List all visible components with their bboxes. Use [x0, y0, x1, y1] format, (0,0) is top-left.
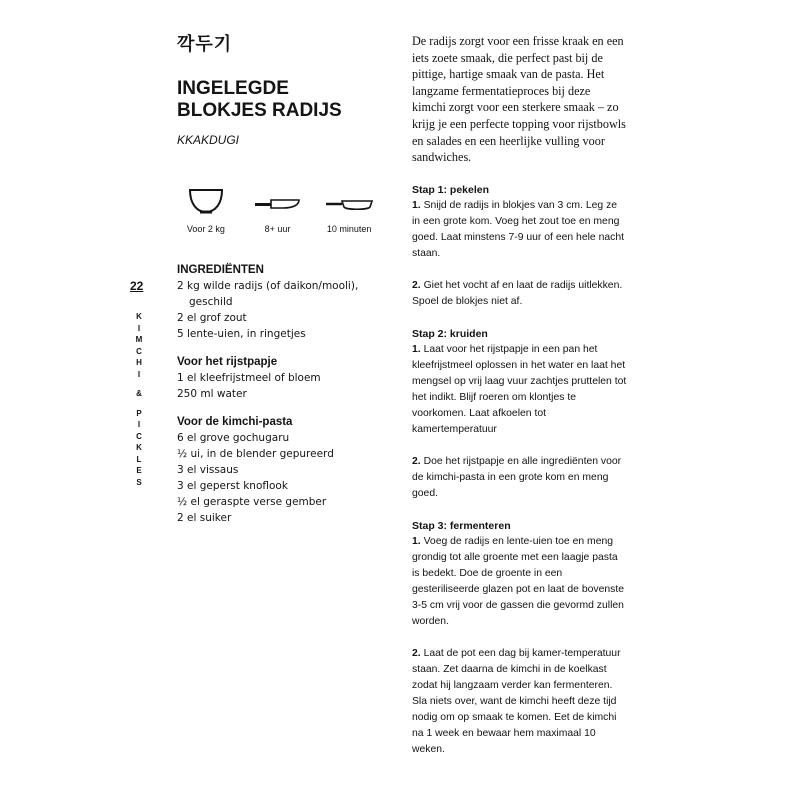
- section-letter: I: [137, 369, 141, 379]
- section-letter: I: [137, 420, 141, 429]
- recipe-info-icons: [170, 186, 385, 234]
- recipe-title: INGELEGDE BLOKJES RADIJS: [177, 78, 342, 121]
- ingredient-item: ½ ui, in de blender gepureerd: [177, 448, 334, 460]
- step-heading: Stap 3: fermenteren: [412, 519, 511, 532]
- ingredient-item: 3 el geperst knoflook: [177, 480, 288, 492]
- section-letter: M: [135, 335, 143, 344]
- step-paragraph: [412, 198, 627, 262]
- ingredient-item: ½ el geraspte verse gember: [177, 496, 327, 508]
- ingredient-item: 2 el grof zout: [177, 312, 247, 324]
- step-paragraph: [412, 342, 627, 438]
- ingredient-item: 2 kg wilde radijs (of daikon/mooli), geschild: [177, 280, 359, 308]
- section-letter: H: [136, 358, 142, 367]
- section-letter: C: [136, 346, 142, 356]
- ingredient-group-heading: Voor de kimchi-pasta: [177, 416, 293, 428]
- ingredient-item: 6 el grove gochugaru: [177, 432, 290, 444]
- section-letter: I: [137, 323, 141, 333]
- ingredient-item: 3 el vissaus: [177, 464, 239, 476]
- step-number: 1.: [412, 535, 421, 547]
- ingredient-group-list: [177, 370, 392, 402]
- ingredients-heading: INGREDIËNTEN: [177, 264, 264, 276]
- intro-text: De radijs zorgt voor een frisse kraak en een iets zoete smaak, die perfect past bij de pittige, hartige smaak van de pasta. Het langzame fermentatieproces bij deze kimchi zorgt voor een sterkere smaak – zo krijg je een perfecte topping voor rijstbowls en salades en een heerlijke vulling voor sandwiches.: [412, 34, 626, 165]
- yield-info: [170, 186, 242, 234]
- step-paragraph: [412, 278, 627, 310]
- yield-label: Voor 2 kg: [186, 224, 225, 234]
- section-label-vertical: [134, 311, 144, 488]
- step-paragraph: [412, 454, 627, 502]
- cook-time-info: [313, 186, 385, 234]
- ingredient-group-heading: Voor het rijstpapje: [177, 356, 278, 368]
- ingredient-group: [177, 354, 392, 402]
- step-text: Snijd de radijs in blokjes van 3 cm. Leg ze in een grote kom. Voeg het zout toe en meng goed. Laat minstens 7-9 uur of een hele nacht staan.: [412, 199, 624, 259]
- section-letter: C: [136, 431, 142, 441]
- ingredient-group-list: [177, 430, 392, 526]
- section-letter: L: [136, 454, 142, 464]
- section-letter: E: [136, 466, 142, 475]
- time-info: [242, 186, 314, 234]
- ingredients-section: [177, 262, 392, 526]
- korean-title: 깍두기: [177, 34, 233, 55]
- method-column: [412, 33, 627, 774]
- section-letter: K: [136, 312, 142, 321]
- step-number: 2.: [412, 647, 421, 659]
- step-paragraph: [412, 646, 627, 758]
- step-number: 1.: [412, 199, 421, 211]
- page-number: 22: [130, 279, 144, 293]
- ingredient-group: [177, 414, 392, 526]
- step-heading: Stap 2: kruiden: [412, 327, 488, 340]
- pan-icon: [324, 186, 374, 218]
- step-heading: Stap 1: pekelen: [412, 183, 490, 196]
- step-text: Voeg de radijs en lente-uien toe en meng grondig tot alle groente met een laagje pasta is bedekt. Doe de groente in een gesteriliseerde glazen pot en laat de bovenste 3-5 cm vrij voor de gassen die gevormd zullen worden.: [412, 535, 624, 627]
- ingredient-item: 2 el suiker: [177, 512, 232, 524]
- ingredients-list: [177, 278, 392, 342]
- step-number: 2.: [412, 279, 421, 291]
- time-label: 8+ uur: [264, 224, 291, 234]
- step-number: 2.: [412, 455, 421, 467]
- ingredient-item: 250 ml water: [177, 388, 247, 400]
- step-text: Laat voor het rijstpapje in een pan het kleefrijstmeel oplossen in het water en laat het mengsel op vrij laag vuur zachtjes pruttelen tot het indikt. Blijf roeren om klontjes te voorkomen. Laat afkoelen tot kamertemperatuur: [412, 343, 627, 435]
- step-paragraph: [412, 534, 627, 630]
- bowl-icon: [186, 186, 226, 218]
- step-text: Doe het rijstpapje en alle ingrediënten voor de kimchi-pasta in een grote kom en meng goed.: [412, 455, 622, 499]
- recipe-subtitle: KKAKDUGI: [177, 133, 240, 147]
- step-text: Laat de pot een dag bij kamer-temperatuur staan. Zet daarna de kimchi in de koelkast zodat hij langzaam verder kan fermenteren. Sla niets over, want de kimchi heeft deze tijd nodig om op smaak te komen. Eet de kimchi na 1 week en bewaar hem maximaal 10 weken.: [412, 647, 621, 755]
- knife-icon: [253, 186, 303, 218]
- ingredient-item: 1 el kleefrijstmeel of bloem: [177, 372, 321, 384]
- step-text: Giet het vocht af en laat de radijs uitlekken. Spoel de blokjes niet af.: [412, 279, 623, 307]
- section-letter: &: [136, 389, 142, 398]
- ingredient-item: 5 lente-uien, in ringetjes: [177, 328, 306, 340]
- cook-time-label: 10 minuten: [326, 224, 372, 234]
- section-letter: P: [136, 408, 142, 418]
- section-letter: S: [136, 477, 142, 487]
- step-number: 1.: [412, 343, 421, 355]
- section-letter: K: [136, 443, 142, 452]
